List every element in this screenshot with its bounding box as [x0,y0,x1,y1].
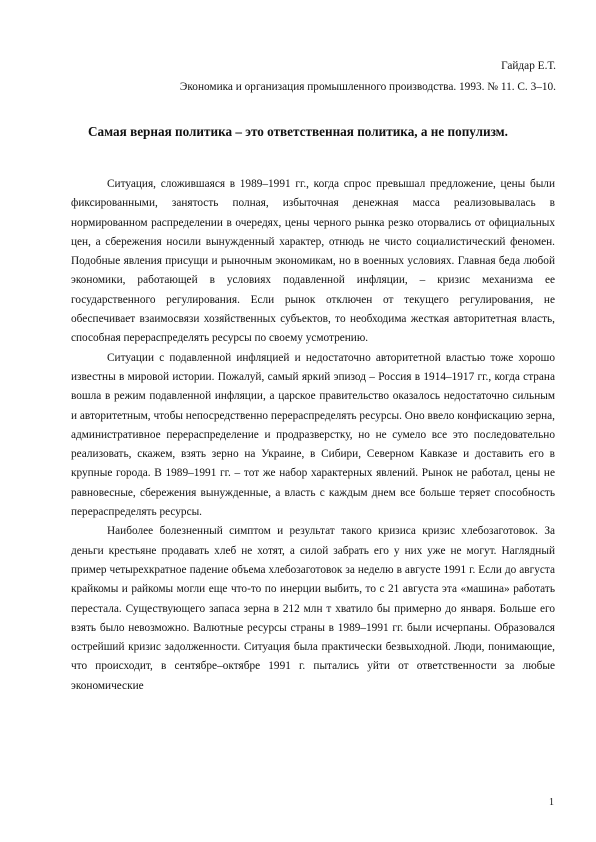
paragraph: Наиболее болезненный симптом и результат такого кризиса кризис хлебозаготовок. За деньги крестьяне продавать хлеб не хотят, а силой забрать его у них уже не могут. Наглядный пример четырехкратное падение объема хлебозаготовок за неделю в августе 1991 г. Если до августа крайкомы и райкомы могли еще что-то по инерции выбить, то с 21 августа эта «машина» работать перестала. Существующего запаса зерна в 212 млн т хватило бы примерно до января. Больше его взять было невозможно. Валютные ресурсы страны в 1989–1991 гг. были исчерпаны. Образовался острейший кризис задолженности. Ситуация была практически безвыходной. Люди, понимающие, что происходит, в сентябре–октябре 1991 г. пытались уйти от ответственности за любые экономические [71,525,555,692]
author-line: Гайдар Е.Т. [501,60,556,72]
source-citation: Экономика и организация промышленного производства. 1993. № 11. С. 3–10. [179,81,556,93]
page-number: 1 [549,797,554,808]
article-body [71,175,555,696]
article-title: Самая верная политика – это ответственная политика, а не популизм. [88,124,508,139]
paragraph: Ситуации с подавленной инфляцией и недостаточно авторитетной властью тоже хорошо известны в мировой истории. Пожалуй, самый яркий эпизод – Россия в 1914–1917 гг., когда страна вошла в режим подавленной инфляции, а царское правительство оказалось недостаточно сильным и авторитетным, чтобы непосредственно перераспределять ресурсы. Оно ввело конфискацию зерна, административное перераспределение и продразверстку, но не сумело все это последовательно реализовать, скажем, взять зерно на Украине, в Сибири, Северном Кавказе и доставить его в крупные города. В 1989–1991 гг. – тот же набор характерных явлений. Рынок не работал, цены не равновесные, сбережения вынужденные, а власть с каждым днем все больше теряет способность перераспределять ресурсы. [71,351,555,519]
paragraph: Ситуация, сложившаяся в 1989–1991 гг., когда спрос превышал предложение, цены были фиксированными, занятость полная, избыточная денежная масса реализовывалась в нормированном распределении в очередях, цены черного рынка резко оторвались от официальных цен, а сбережения носили вынужденный характер, отнюдь не чисто социалистический феномен. Подобные явления присущи и рыночным экономикам, но в военных условиях. Главная беда любой экономики, работающей в условиях подавленной инфляции, – кризис механизма ее государственного регулирования. Если рынок отключен от текущего регулирования, не обеспечивает взаимосвязи хозяйственных субъектов, то необходима жесткая авторитетная власть, способная перераспределять ресурсы по своему усмотрению. [71,178,555,345]
